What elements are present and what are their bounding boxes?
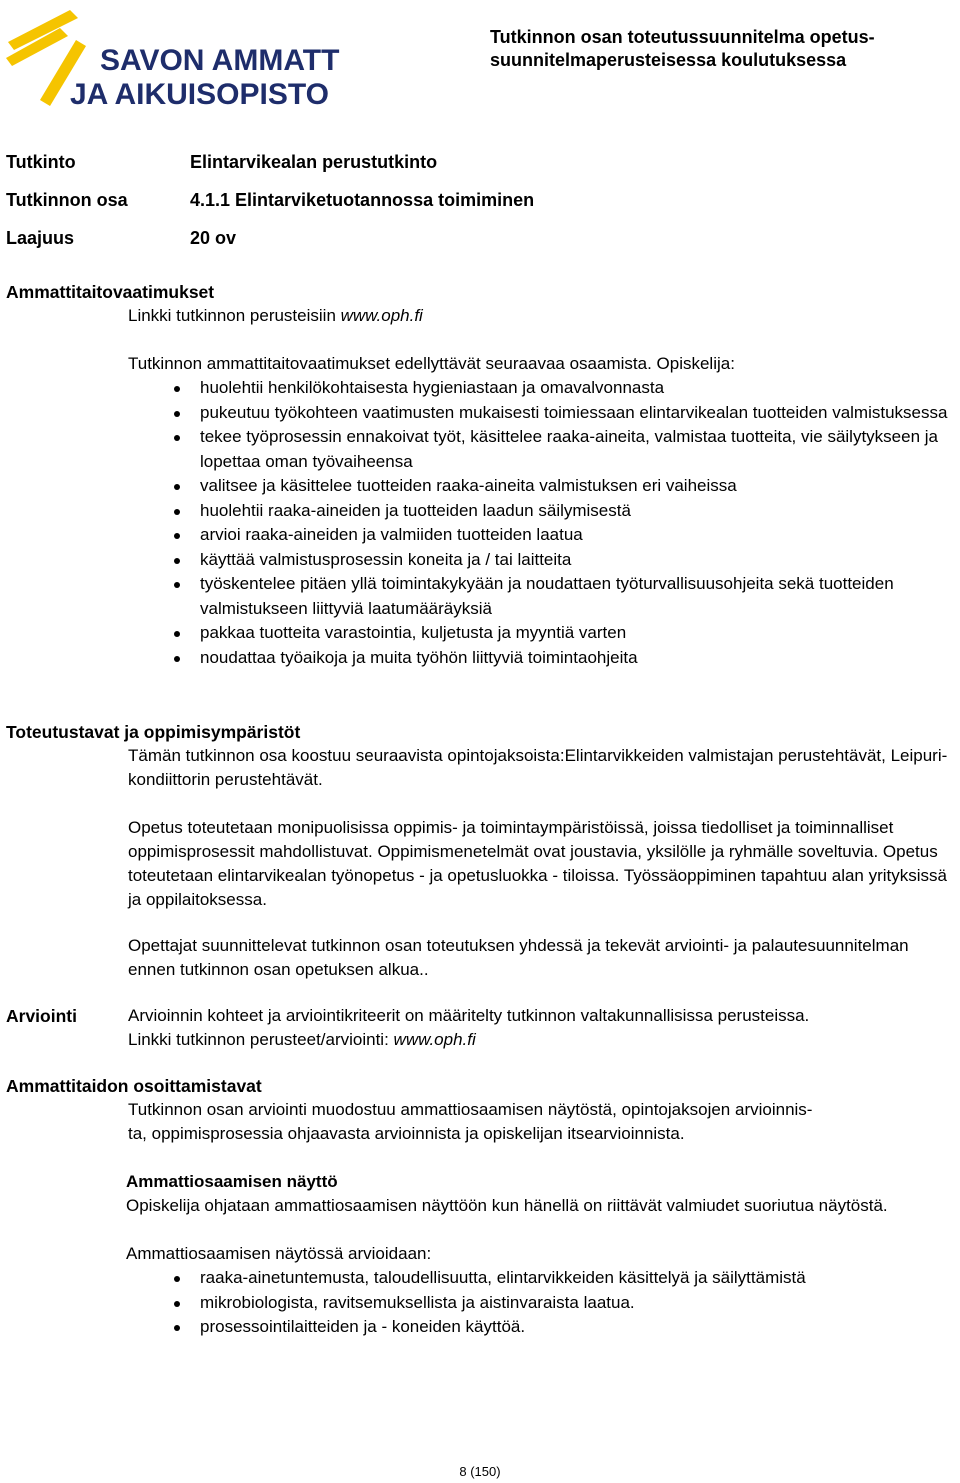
naytto-text: Opiskelija ohjataan ammattiosaamisen näyttöön kun hänellä on riittävät valmiudet suoriutua näytöstä. bbox=[126, 1196, 888, 1215]
list-item: huolehtii henkilökohtaisesta hygieniastaan ja omavalvonnasta bbox=[128, 376, 960, 401]
list-item: huolehtii raaka-aineiden ja tuotteiden laadun säilymisestä bbox=[128, 499, 960, 524]
document-title bbox=[490, 26, 950, 72]
section-heading-arviointi: Arviointi bbox=[6, 1006, 77, 1026]
document-title-line-1: Tutkinnon osan toteutussuunnitelma opetus- bbox=[490, 27, 875, 47]
list-item: prosessointilaitteiden ja - koneiden käyttöä. bbox=[128, 1315, 960, 1340]
list-item: käyttää valmistusprosessin koneita ja / tai laitteita bbox=[128, 548, 960, 573]
section-heading-toteutustavat: Toteutustavat ja oppimisympäristöt bbox=[6, 722, 301, 742]
list-item: pakkaa tuotteita varastointia, kuljetusta ja myyntiä varten bbox=[128, 621, 960, 646]
bullet-icon bbox=[174, 484, 180, 490]
toteutus-paragraph-1: Tämän tutkinnon osa koostuu seuraavista opintojaksoista:Elintarvikkeiden valmistajan perustehtävät, Leipuri-kondiittorin perustehtävät. bbox=[128, 746, 948, 789]
arviointi-text bbox=[128, 1004, 958, 1052]
toteutus-paragraph-3: Opettajat suunnittelevat tutkinnon osan toteutuksen yhdessä ja tekevät arviointi- ja palautesuunnitelman ennen tutkinnon osan opetuksen alkua.. bbox=[128, 936, 909, 979]
bullet-icon bbox=[174, 558, 180, 564]
list-item: noudattaa työaikoja ja muita työhön liittyviä toimintaohjeita bbox=[128, 646, 960, 671]
list-item: mikrobiologista, ravitsemuksellista ja aistinvaraista laatua. bbox=[128, 1291, 960, 1316]
logo-emblem-icon bbox=[0, 0, 340, 115]
naytto-list bbox=[128, 1266, 960, 1340]
requirements-list bbox=[128, 376, 960, 670]
osoittamistavat-line-2: ta, oppimisprosessia ohjaavasta arvioinnista ja opiskelijan itsearvioinnista. bbox=[128, 1124, 685, 1143]
bullet-icon bbox=[174, 411, 180, 417]
bullet-icon bbox=[174, 1325, 180, 1331]
section-heading-naytto: Ammattiosaamisen näyttö bbox=[126, 1172, 338, 1191]
list-item: pukeutuu työkohteen vaatimusten mukaisesti toimiessaan elintarvikealan tuotteiden valmistuksessa bbox=[128, 401, 960, 426]
document-title-line-2: suunnitelmaperusteisessa koulutuksessa bbox=[490, 50, 847, 70]
meta-label-tutkinto: Tutkinto bbox=[6, 152, 76, 172]
list-item: raaka-ainetuntemusta, taloudellisuutta, elintarvikkeiden käsittelyä ja säilyttämistä bbox=[128, 1266, 960, 1291]
meta-value-laajuus: 20 ov bbox=[190, 228, 237, 248]
bullet-icon bbox=[174, 656, 180, 662]
section-heading-osoittamistavat: Ammattitaidon osoittamistavat bbox=[6, 1076, 262, 1096]
bullet-icon bbox=[174, 386, 180, 392]
bullet-icon bbox=[174, 1301, 180, 1307]
arviointi-line-1: Arvioinnin kohteet ja arviointikriteerit on määritelty tutkinnon valtakunnallisissa perusteissa. bbox=[128, 1006, 810, 1025]
list-item: arvioi raaka-aineiden ja valmiiden tuotteiden laatua bbox=[128, 523, 960, 548]
bullet-icon bbox=[174, 533, 180, 539]
arviointi-link-line bbox=[128, 1028, 958, 1052]
list-item: valitsee ja käsittelee tuotteiden raaka-aineita valmistuksen eri vaiheissa bbox=[128, 474, 960, 499]
list-item: tekee työprosessin ennakoivat työt, käsittelee raaka-aineita, valmistaa tuotteita, vie säilytykseen ja lopettaa oman työvaiheensa bbox=[128, 425, 960, 474]
meta-label-tutkinnon-osa: Tutkinnon osa bbox=[6, 190, 128, 210]
toteutus-paragraph-2: Opetus toteutetaan monipuolisissa oppimis- ja toimintaympäristöissä, joissa tiedolliset ja toiminnalliset oppimisprosessit mahdollistuvat. Oppimismenetelmät ovat joustavia, yksilölle ja ryhmälle soveltuvia. Opetus toteutetaan elintarvikealan työnopetus - ja opetusluokka - tiloissa. Työssäoppiminen tapahtuu alan yrityksissä ja oppilaitoksessa. bbox=[128, 818, 947, 909]
oph-link-line bbox=[128, 304, 423, 328]
naytto-subheading: Ammattiosaamisen näytössä arvioidaan: bbox=[126, 1244, 432, 1263]
logo-line-1: SAVON AMMATTI- bbox=[100, 44, 340, 77]
oph-link[interactable]: www.oph.fi bbox=[393, 1030, 476, 1049]
link-prefix: Linkki tutkinnon perusteisiin bbox=[128, 306, 341, 325]
bullet-icon bbox=[174, 435, 180, 441]
bullet-icon bbox=[174, 631, 180, 637]
logo-line-2: JA AIKUISOPISTO bbox=[70, 78, 329, 111]
osoittamistavat-line-1: Tutkinnon osan arviointi muodostuu ammattiosaamisen näytöstä, opintojaksojen arvioinnis- bbox=[128, 1100, 813, 1119]
link-prefix: Linkki tutkinnon perusteet/arviointi: bbox=[128, 1030, 394, 1049]
section-heading-ammattitaitovaatimukset: Ammattitaitovaatimukset bbox=[6, 282, 215, 302]
bullet-icon bbox=[174, 582, 180, 588]
page-number: 8 (150) bbox=[459, 1464, 501, 1479]
logo bbox=[0, 0, 340, 115]
meta-label-laajuus: Laajuus bbox=[6, 228, 75, 248]
oph-link[interactable]: www.oph.fi bbox=[340, 306, 423, 325]
requirements-intro: Tutkinnon ammattitaitovaatimukset edellyttävät seuraavaa osaamista. Opiskelija: bbox=[128, 354, 735, 373]
osoittamistavat-text bbox=[128, 1098, 958, 1146]
meta-value-tutkinto: Elintarvikealan perustutkinto bbox=[190, 152, 438, 172]
bullet-icon bbox=[174, 509, 180, 515]
list-item: työskentelee pitäen yllä toimintakykyään ja noudattaen työturvallisuusohjeita sekä tuotteiden valmistukseen liittyviä laatumääräyksiä bbox=[128, 572, 960, 621]
bullet-icon bbox=[174, 1276, 180, 1282]
meta-value-tutkinnon-osa: 4.1.1 Elintarviketuotannossa toimiminen bbox=[190, 190, 535, 210]
